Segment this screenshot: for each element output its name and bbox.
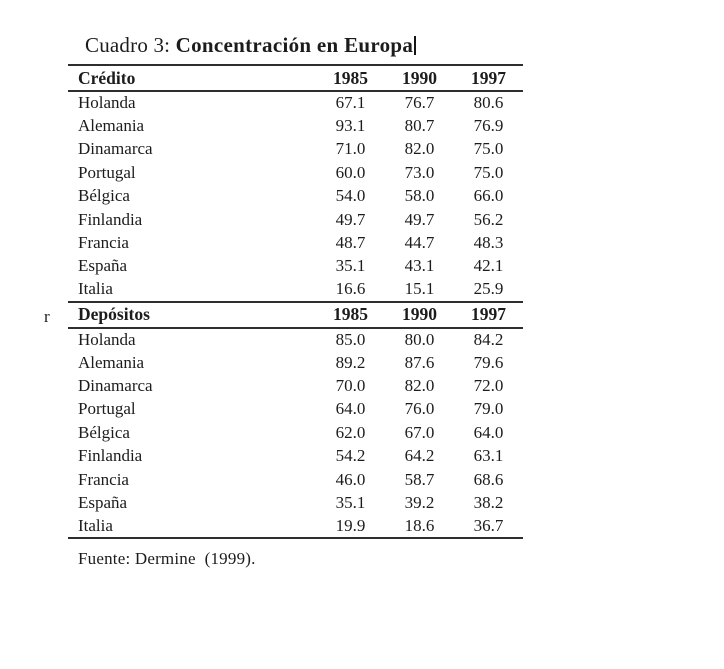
country-cell: Finlandia	[78, 209, 143, 229]
value-cell: 25.9	[473, 279, 504, 299]
value-cell: 16.6	[335, 279, 366, 299]
year-header: 1997	[471, 67, 506, 88]
value-cell: 60.0	[335, 162, 366, 182]
table-body	[68, 65, 523, 538]
table-row	[68, 491, 523, 514]
value-cell: 93.1	[335, 116, 366, 136]
table-row	[68, 278, 523, 301]
value-cell: 80.7	[404, 116, 435, 136]
value-cell: 54.0	[335, 186, 366, 206]
value-cell: 35.1	[335, 256, 366, 276]
value-cell: 18.6	[404, 515, 435, 535]
country-cell: España	[78, 492, 128, 512]
value-cell: 73.0	[404, 162, 435, 182]
value-cell: 35.1	[335, 492, 366, 512]
value-cell: 64.0	[335, 399, 366, 419]
value-cell: 64.0	[473, 422, 504, 442]
value-cell: 56.2	[473, 209, 504, 229]
table-row	[68, 114, 523, 137]
value-cell: 39.2	[404, 492, 435, 512]
value-cell: 85.0	[335, 329, 366, 349]
value-cell: 58.0	[404, 186, 435, 206]
table-row	[68, 351, 523, 374]
value-cell: 46.0	[335, 469, 366, 489]
year-header: 1990	[402, 304, 437, 325]
value-cell: 63.1	[473, 446, 504, 466]
table-row	[68, 421, 523, 444]
value-cell: 64.2	[404, 446, 435, 466]
table-row	[68, 255, 523, 278]
table-row	[68, 328, 523, 351]
value-cell: 75.0	[473, 139, 504, 159]
value-cell: 62.0	[335, 422, 366, 442]
table-source-note: Fuente: Dermine (1999).	[78, 549, 256, 568]
table-row	[68, 398, 523, 421]
country-cell: Portugal	[78, 399, 136, 419]
year-header: 1990	[402, 67, 437, 88]
value-cell: 80.6	[473, 93, 504, 113]
table-row	[68, 515, 523, 538]
table-row	[68, 231, 523, 254]
value-cell: 58.7	[404, 469, 435, 489]
value-cell: 49.7	[335, 209, 366, 229]
country-cell: Holanda	[78, 93, 136, 113]
country-cell: Bélgica	[78, 186, 130, 206]
table-row	[68, 91, 523, 114]
country-cell: Italia	[78, 515, 113, 535]
caption-prefix: Cuadro 3:	[85, 33, 176, 57]
value-cell: 76.0	[404, 399, 435, 419]
value-cell: 76.9	[473, 116, 504, 136]
value-cell: 54.2	[335, 446, 366, 466]
margin-stray-character: r	[44, 307, 50, 326]
value-cell: 79.6	[473, 352, 504, 372]
section-header-row	[68, 65, 523, 91]
value-cell: 38.2	[473, 492, 504, 512]
value-cell: 42.1	[473, 256, 504, 276]
table-row	[68, 374, 523, 397]
country-cell: Francia	[78, 233, 129, 253]
country-cell: España	[78, 256, 128, 276]
value-cell: 66.0	[473, 186, 504, 206]
table-row	[68, 468, 523, 491]
value-cell: 75.0	[473, 162, 504, 182]
value-cell: 87.6	[404, 352, 435, 372]
year-header: 1997	[471, 304, 506, 325]
value-cell: 80.0	[404, 329, 435, 349]
year-header: 1985	[333, 304, 368, 325]
value-cell: 89.2	[335, 352, 366, 372]
value-cell: 15.1	[404, 279, 435, 299]
country-cell: Italia	[78, 279, 113, 299]
country-cell: Bélgica	[78, 422, 130, 442]
value-cell: 36.7	[473, 515, 504, 535]
value-cell: 72.0	[473, 375, 504, 395]
table-caption	[85, 33, 416, 58]
table-row	[68, 185, 523, 208]
value-cell: 49.7	[404, 209, 435, 229]
table-row	[68, 138, 523, 161]
value-cell: 84.2	[473, 329, 504, 349]
table-row	[68, 444, 523, 467]
concentration-table	[68, 64, 523, 539]
value-cell: 82.0	[404, 375, 435, 395]
value-cell: 48.7	[335, 233, 366, 253]
section-header-row	[68, 302, 523, 328]
value-cell: 68.6	[473, 469, 504, 489]
caption-title: Concentración en Europa	[175, 33, 414, 57]
value-cell: 71.0	[335, 139, 366, 159]
table-row	[68, 208, 523, 231]
value-cell: 44.7	[404, 233, 435, 253]
country-cell: Portugal	[78, 162, 136, 182]
section-label: Crédito	[78, 67, 136, 88]
value-cell: 19.9	[335, 515, 366, 535]
value-cell: 82.0	[404, 139, 435, 159]
country-cell: Dinamarca	[78, 139, 153, 159]
country-cell: Francia	[78, 469, 129, 489]
value-cell: 79.0	[473, 399, 504, 419]
value-cell: 48.3	[473, 233, 504, 253]
country-cell: Finlandia	[78, 446, 143, 466]
country-cell: Alemania	[78, 116, 145, 136]
year-header: 1985	[333, 67, 368, 88]
value-cell: 70.0	[335, 375, 366, 395]
text-cursor	[414, 36, 416, 55]
value-cell: 67.0	[404, 422, 435, 442]
country-cell: Dinamarca	[78, 375, 153, 395]
value-cell: 43.1	[404, 256, 435, 276]
country-cell: Holanda	[78, 329, 136, 349]
table-row	[68, 161, 523, 184]
value-cell: 67.1	[335, 93, 366, 113]
value-cell: 76.7	[404, 93, 435, 113]
section-label: Depósitos	[78, 304, 150, 325]
country-cell: Alemania	[78, 352, 145, 372]
